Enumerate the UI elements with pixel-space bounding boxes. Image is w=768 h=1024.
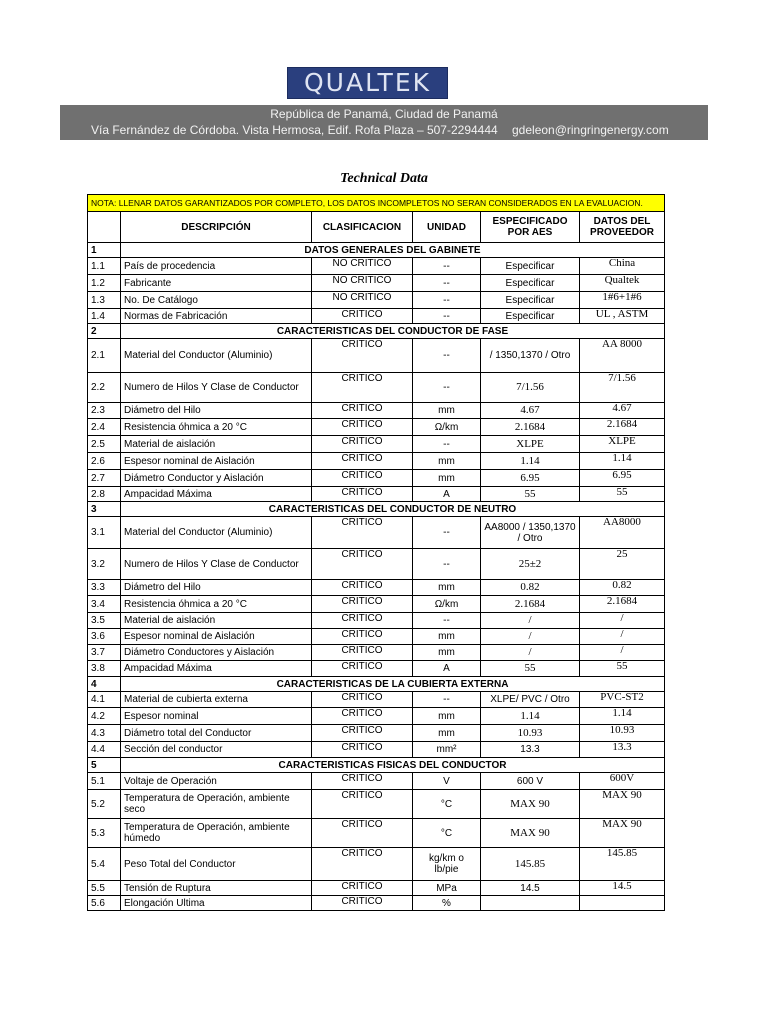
section-row bbox=[88, 502, 665, 517]
row-dato-proveedor: Qualtek bbox=[580, 275, 665, 292]
row-number: 5.6 bbox=[88, 896, 121, 911]
section-row bbox=[88, 677, 665, 692]
row-number: 3.8 bbox=[88, 661, 121, 677]
row-clasificacion: CRITICO bbox=[312, 613, 413, 629]
row-description: País de procedencia bbox=[121, 258, 312, 275]
row-unidad: -- bbox=[413, 275, 481, 292]
row-dato-proveedor: PVC-ST2 bbox=[580, 692, 665, 708]
row-description: Resistencia óhmica a 20 °C bbox=[121, 596, 312, 613]
row-clasificacion: CRITICO bbox=[312, 896, 413, 911]
table-row bbox=[88, 881, 665, 896]
row-number: 5.1 bbox=[88, 773, 121, 790]
row-dato-proveedor: 2.1684 bbox=[580, 419, 665, 436]
table-row bbox=[88, 292, 665, 309]
row-description: Sección del conductor bbox=[121, 742, 312, 758]
table-row bbox=[88, 258, 665, 275]
row-description: Diámetro Conductores y Aislación bbox=[121, 645, 312, 661]
table-row bbox=[88, 453, 665, 470]
table-row bbox=[88, 549, 665, 580]
row-unidad: V bbox=[413, 773, 481, 790]
row-dato-proveedor: 55 bbox=[580, 487, 665, 502]
row-especificado: 2.1684 bbox=[481, 419, 580, 436]
row-especificado: 4.67 bbox=[481, 403, 580, 419]
banner-location: República de Panamá, Ciudad de Panamá bbox=[270, 107, 498, 121]
row-especificado: 7/1.56 bbox=[481, 373, 580, 403]
row-unidad: Ω/km bbox=[413, 596, 481, 613]
row-description: Numero de Hilos Y Clase de Conductor bbox=[121, 373, 312, 403]
row-number: 1.3 bbox=[88, 292, 121, 309]
row-unidad: mm bbox=[413, 403, 481, 419]
table-row bbox=[88, 742, 665, 758]
row-number: 2.1 bbox=[88, 339, 121, 373]
row-clasificacion: CRITICO bbox=[312, 708, 413, 725]
table-row bbox=[88, 629, 665, 645]
section-title: CARACTERISTICAS DE LA CUBIERTA EXTERNA bbox=[121, 677, 665, 692]
nota-text: NOTA: LLENAR DATOS GARANTIZADOS POR COMPLETO, LOS DATOS INCOMPLETOS NO SERAN CONSIDERADOS EN LA EVALUACION. bbox=[88, 195, 665, 212]
section-row bbox=[88, 758, 665, 773]
row-dato-proveedor: 2.1684 bbox=[580, 596, 665, 613]
row-unidad: mm bbox=[413, 725, 481, 742]
table-row bbox=[88, 848, 665, 881]
row-clasificacion: CRITICO bbox=[312, 549, 413, 580]
row-dato-proveedor: / bbox=[580, 645, 665, 661]
table-row bbox=[88, 645, 665, 661]
row-unidad: mm bbox=[413, 629, 481, 645]
row-dato-proveedor bbox=[580, 896, 665, 911]
row-clasificacion: CRITICO bbox=[312, 487, 413, 502]
row-unidad: MPa bbox=[413, 881, 481, 896]
row-dato-proveedor: 145.85 bbox=[580, 848, 665, 881]
row-especificado: 2.1684 bbox=[481, 596, 580, 613]
row-description: Fabricante bbox=[121, 275, 312, 292]
section-title: DATOS GENERALES DEL GABINETE bbox=[121, 243, 665, 258]
row-description: Espesor nominal bbox=[121, 708, 312, 725]
row-unidad: mm bbox=[413, 453, 481, 470]
header-num bbox=[88, 212, 121, 243]
row-description: Espesor nominal de Aislación bbox=[121, 453, 312, 470]
table-row bbox=[88, 403, 665, 419]
row-especificado: Especificar bbox=[481, 309, 580, 324]
row-especificado: 10.93 bbox=[481, 725, 580, 742]
row-clasificacion: CRITICO bbox=[312, 580, 413, 596]
table-row bbox=[88, 580, 665, 596]
row-description: Material del Conductor (Aluminio) bbox=[121, 517, 312, 549]
section-title: CARACTERISTICAS FISICAS DEL CONDUCTOR bbox=[121, 758, 665, 773]
row-dato-proveedor: 0.82 bbox=[580, 580, 665, 596]
table-row bbox=[88, 373, 665, 403]
row-unidad: -- bbox=[413, 613, 481, 629]
row-dato-proveedor: AA8000 bbox=[580, 517, 665, 549]
row-number: 1.1 bbox=[88, 258, 121, 275]
company-banner bbox=[60, 105, 708, 140]
table-row bbox=[88, 487, 665, 502]
row-clasificacion: CRITICO bbox=[312, 692, 413, 708]
row-unidad: -- bbox=[413, 258, 481, 275]
row-especificado: 55 bbox=[481, 661, 580, 677]
technical-data-table bbox=[87, 194, 665, 911]
row-unidad: -- bbox=[413, 339, 481, 373]
row-dato-proveedor: / bbox=[580, 629, 665, 645]
row-description: Material de cubierta externa bbox=[121, 692, 312, 708]
row-description: Numero de Hilos Y Clase de Conductor bbox=[121, 549, 312, 580]
row-description: Temperatura de Operación, ambiente seco bbox=[121, 790, 312, 819]
row-especificado: 600 V bbox=[481, 773, 580, 790]
header-unidad: UNIDAD bbox=[413, 212, 481, 243]
header-descripcion: DESCRIPCIÓN bbox=[121, 212, 312, 243]
row-number: 2.8 bbox=[88, 487, 121, 502]
row-number: 3.1 bbox=[88, 517, 121, 549]
header-datos: DATOS DEL PROVEEDOR bbox=[580, 212, 665, 243]
row-especificado: 13.3 bbox=[481, 742, 580, 758]
section-number: 4 bbox=[88, 677, 121, 692]
row-dato-proveedor: / bbox=[580, 613, 665, 629]
row-description: Diámetro Conductor y Aislación bbox=[121, 470, 312, 487]
section-title: CARACTERISTICAS DEL CONDUCTOR DE NEUTRO bbox=[121, 502, 665, 517]
row-unidad: mm bbox=[413, 645, 481, 661]
row-dato-proveedor: MAX 90 bbox=[580, 819, 665, 848]
row-especificado: 0.82 bbox=[481, 580, 580, 596]
row-unidad: -- bbox=[413, 436, 481, 453]
row-especificado: Especificar bbox=[481, 292, 580, 309]
table-row bbox=[88, 470, 665, 487]
row-number: 1.4 bbox=[88, 309, 121, 324]
row-clasificacion: CRITICO bbox=[312, 373, 413, 403]
row-especificado: XLPE bbox=[481, 436, 580, 453]
table-row bbox=[88, 661, 665, 677]
row-dato-proveedor: MAX 90 bbox=[580, 790, 665, 819]
row-description: Material de aislación bbox=[121, 613, 312, 629]
row-especificado: 1.14 bbox=[481, 708, 580, 725]
row-number: 5.5 bbox=[88, 881, 121, 896]
row-dato-proveedor: China bbox=[580, 258, 665, 275]
row-number: 3.4 bbox=[88, 596, 121, 613]
row-number: 3.5 bbox=[88, 613, 121, 629]
row-number: 2.3 bbox=[88, 403, 121, 419]
row-unidad: mm bbox=[413, 580, 481, 596]
section-title: CARACTERISTICAS DEL CONDUCTOR DE FASE bbox=[121, 324, 665, 339]
row-description: Peso Total del Conductor bbox=[121, 848, 312, 881]
row-number: 4.4 bbox=[88, 742, 121, 758]
logo-text: QUALTEK bbox=[303, 68, 432, 97]
row-unidad: % bbox=[413, 896, 481, 911]
row-description: Diámetro del Hilo bbox=[121, 403, 312, 419]
row-unidad: -- bbox=[413, 517, 481, 549]
row-especificado: / bbox=[481, 645, 580, 661]
row-number: 2.2 bbox=[88, 373, 121, 403]
row-especificado: 6.95 bbox=[481, 470, 580, 487]
row-unidad: mm² bbox=[413, 742, 481, 758]
row-dato-proveedor: 14.5 bbox=[580, 881, 665, 896]
row-clasificacion: CRITICO bbox=[312, 419, 413, 436]
row-description: Espesor nominal de Aislación bbox=[121, 629, 312, 645]
row-number: 3.2 bbox=[88, 549, 121, 580]
row-number: 1.2 bbox=[88, 275, 121, 292]
row-description: Material del Conductor (Aluminio) bbox=[121, 339, 312, 373]
row-especificado bbox=[481, 896, 580, 911]
row-especificado: Especificar bbox=[481, 258, 580, 275]
row-unidad: °C bbox=[413, 819, 481, 848]
row-dato-proveedor: 25 bbox=[580, 549, 665, 580]
banner-address: Vía Fernández de Córdoba. Vista Hermosa, Edif. Rofa Plaza – 507-2294444 bbox=[91, 123, 498, 137]
row-especificado: / bbox=[481, 613, 580, 629]
table-row bbox=[88, 436, 665, 453]
row-description: Ampacidad Máxima bbox=[121, 661, 312, 677]
row-dato-proveedor: 6.95 bbox=[580, 470, 665, 487]
row-especificado: Especificar bbox=[481, 275, 580, 292]
row-description: Elongación Ultima bbox=[121, 896, 312, 911]
row-dato-proveedor: 600V bbox=[580, 773, 665, 790]
row-clasificacion: CRITICO bbox=[312, 629, 413, 645]
row-dato-proveedor: 55 bbox=[580, 661, 665, 677]
section-row bbox=[88, 324, 665, 339]
row-description: Normas de Fabricación bbox=[121, 309, 312, 324]
row-especificado: 25±2 bbox=[481, 549, 580, 580]
nota-row bbox=[88, 195, 665, 212]
row-unidad: -- bbox=[413, 692, 481, 708]
row-dato-proveedor: 7/1.56 bbox=[580, 373, 665, 403]
row-clasificacion: CRITICO bbox=[312, 661, 413, 677]
row-number: 3.3 bbox=[88, 580, 121, 596]
section-number: 3 bbox=[88, 502, 121, 517]
section-number: 2 bbox=[88, 324, 121, 339]
row-especificado: MAX 90 bbox=[481, 790, 580, 819]
row-unidad: kg/km o lb/pie bbox=[413, 848, 481, 881]
row-unidad: -- bbox=[413, 373, 481, 403]
table-row bbox=[88, 419, 665, 436]
table-row bbox=[88, 613, 665, 629]
table-row bbox=[88, 896, 665, 911]
row-unidad: Ω/km bbox=[413, 419, 481, 436]
table-row bbox=[88, 517, 665, 549]
row-number: 2.4 bbox=[88, 419, 121, 436]
section-number: 5 bbox=[88, 758, 121, 773]
row-dato-proveedor: 1#6+1#6 bbox=[580, 292, 665, 309]
qualtek-logo bbox=[287, 67, 448, 99]
section-row bbox=[88, 243, 665, 258]
row-clasificacion: CRITICO bbox=[312, 596, 413, 613]
row-clasificacion: CRITICO bbox=[312, 339, 413, 373]
row-especificado: MAX 90 bbox=[481, 819, 580, 848]
row-clasificacion: NO CRITICO bbox=[312, 275, 413, 292]
row-clasificacion: CRITICO bbox=[312, 517, 413, 549]
row-clasificacion: CRITICO bbox=[312, 773, 413, 790]
row-especificado: 55 bbox=[481, 487, 580, 502]
row-number: 3.6 bbox=[88, 629, 121, 645]
row-number: 5.2 bbox=[88, 790, 121, 819]
table-row bbox=[88, 773, 665, 790]
row-number: 2.6 bbox=[88, 453, 121, 470]
document-title: Technical Data bbox=[340, 171, 428, 186]
row-especificado: 145.85 bbox=[481, 848, 580, 881]
row-number: 4.1 bbox=[88, 692, 121, 708]
row-clasificacion: CRITICO bbox=[312, 309, 413, 324]
row-clasificacion: CRITICO bbox=[312, 453, 413, 470]
row-clasificacion: CRITICO bbox=[312, 436, 413, 453]
row-description: Diámetro del Hilo bbox=[121, 580, 312, 596]
row-unidad: A bbox=[413, 487, 481, 502]
table-row bbox=[88, 790, 665, 819]
row-unidad: mm bbox=[413, 470, 481, 487]
row-clasificacion: CRITICO bbox=[312, 645, 413, 661]
row-dato-proveedor: 1.14 bbox=[580, 453, 665, 470]
row-description: Tensión de Ruptura bbox=[121, 881, 312, 896]
row-description: Voltaje de Operación bbox=[121, 773, 312, 790]
row-clasificacion: CRITICO bbox=[312, 470, 413, 487]
row-description: Material de aislación bbox=[121, 436, 312, 453]
row-dato-proveedor: AA 8000 bbox=[580, 339, 665, 373]
row-description: Diámetro total del Conductor bbox=[121, 725, 312, 742]
table-row bbox=[88, 819, 665, 848]
table-row bbox=[88, 725, 665, 742]
header-especificado: ESPECIFICADO POR AES bbox=[481, 212, 580, 243]
row-dato-proveedor: XLPE bbox=[580, 436, 665, 453]
table-row bbox=[88, 596, 665, 613]
row-dato-proveedor: 1.14 bbox=[580, 708, 665, 725]
row-number: 2.5 bbox=[88, 436, 121, 453]
table-row bbox=[88, 309, 665, 324]
header-clasificacion: CLASIFICACION bbox=[312, 212, 413, 243]
row-description: Resistencia óhmica a 20 °C bbox=[121, 419, 312, 436]
row-description: Temperatura de Operación, ambiente húmedo bbox=[121, 819, 312, 848]
row-unidad: A bbox=[413, 661, 481, 677]
row-dato-proveedor: UL , ASTM bbox=[580, 309, 665, 324]
row-clasificacion: CRITICO bbox=[312, 848, 413, 881]
row-unidad: -- bbox=[413, 549, 481, 580]
section-number: 1 bbox=[88, 243, 121, 258]
row-clasificacion: CRITICO bbox=[312, 742, 413, 758]
row-unidad: °C bbox=[413, 790, 481, 819]
row-unidad: -- bbox=[413, 292, 481, 309]
row-clasificacion: CRITICO bbox=[312, 790, 413, 819]
row-especificado: AA8000 / 1350,1370 / Otro bbox=[481, 517, 580, 549]
row-clasificacion: CRITICO bbox=[312, 819, 413, 848]
header-row bbox=[88, 212, 665, 243]
row-number: 4.2 bbox=[88, 708, 121, 725]
table-row bbox=[88, 692, 665, 708]
row-unidad: mm bbox=[413, 708, 481, 725]
row-especificado: 1.14 bbox=[481, 453, 580, 470]
row-clasificacion: CRITICO bbox=[312, 403, 413, 419]
row-description: Ampacidad Máxima bbox=[121, 487, 312, 502]
row-dato-proveedor: 10.93 bbox=[580, 725, 665, 742]
row-dato-proveedor: 13.3 bbox=[580, 742, 665, 758]
row-clasificacion: NO CRITICO bbox=[312, 258, 413, 275]
row-clasificacion: NO CRITICO bbox=[312, 292, 413, 309]
row-number: 5.3 bbox=[88, 819, 121, 848]
table-row bbox=[88, 339, 665, 373]
table-row bbox=[88, 275, 665, 292]
row-number: 2.7 bbox=[88, 470, 121, 487]
row-especificado: XLPE/ PVC / Otro bbox=[481, 692, 580, 708]
row-especificado: / bbox=[481, 629, 580, 645]
row-clasificacion: CRITICO bbox=[312, 881, 413, 896]
row-especificado: / 1350,1370 / Otro bbox=[481, 339, 580, 373]
row-unidad: -- bbox=[413, 309, 481, 324]
row-number: 3.7 bbox=[88, 645, 121, 661]
row-number: 4.3 bbox=[88, 725, 121, 742]
row-description: No. De Catálogo bbox=[121, 292, 312, 309]
row-clasificacion: CRITICO bbox=[312, 725, 413, 742]
banner-email: gdeleon@ringringenergy.com bbox=[512, 123, 669, 137]
row-especificado: 14.5 bbox=[481, 881, 580, 896]
table-row bbox=[88, 708, 665, 725]
row-dato-proveedor: 4.67 bbox=[580, 403, 665, 419]
row-number: 5.4 bbox=[88, 848, 121, 881]
